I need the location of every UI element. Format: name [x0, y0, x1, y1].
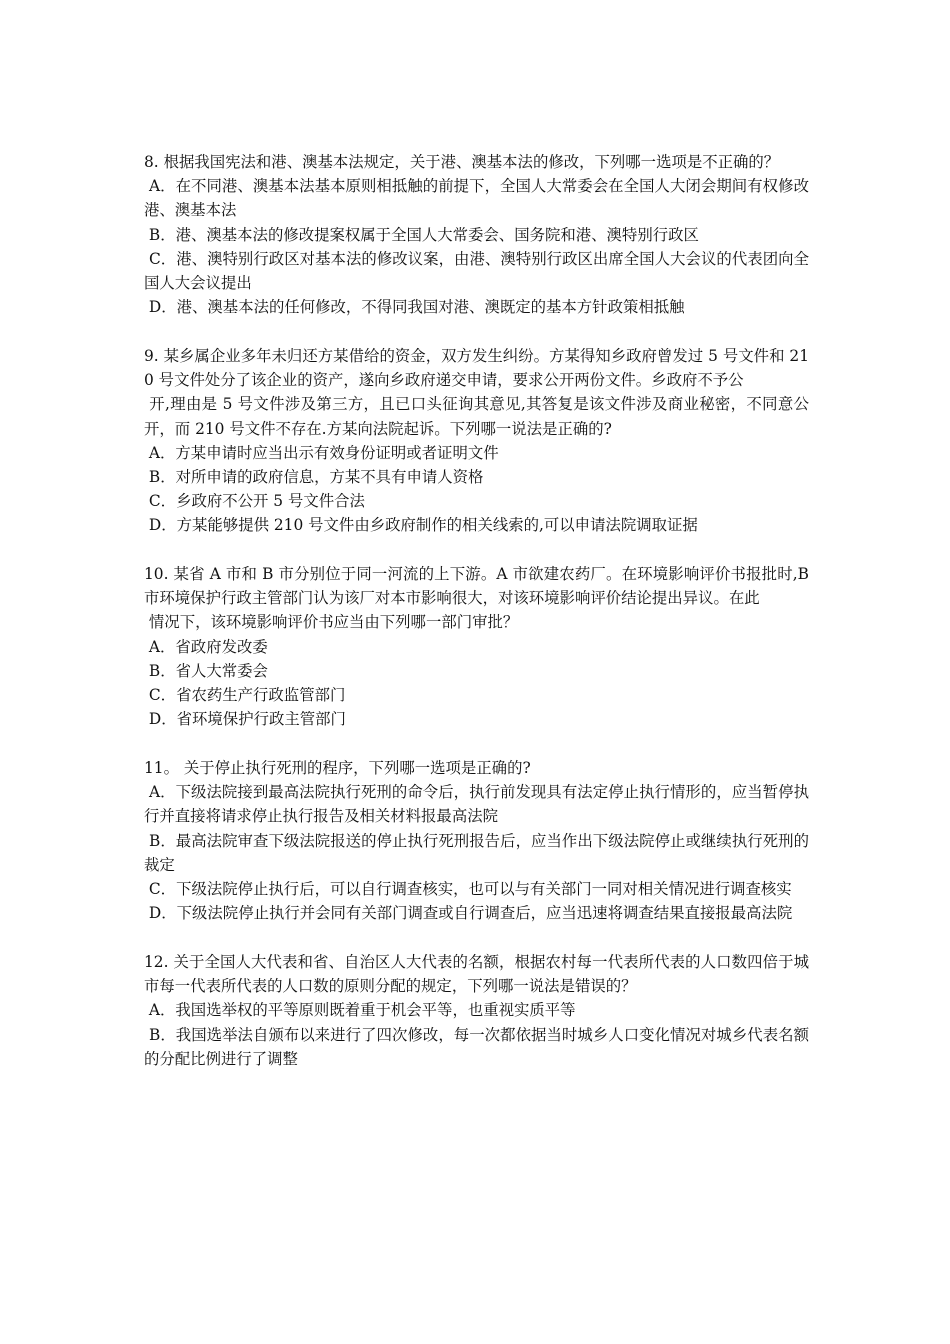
- option-c: C．港、澳特别行政区对基本法的修改议案，由港、澳特别行政区出席全国人大会议的代表团向全国人大会议提出: [144, 249, 809, 293]
- question-12: [144, 950, 809, 1071]
- option-a: A．我国选举权的平等原则既着重于机会平等，也重视实质平等: [144, 1001, 576, 1020]
- question-stem: 8. 根据我国宪法和港、澳基本法规定，关于港、澳基本法的修改，下列哪一选项是不正确的？: [144, 153, 780, 171]
- question-stem: 11。 关于停止执行死刑的程序，下列哪一选项是正确的?: [144, 758, 531, 777]
- question-10: [144, 562, 814, 731]
- question-9: [144, 344, 809, 538]
- option-b: B．最高法院审查下级法院报送的停止执行死刑报告后，应当作出下级法院停止或继续执行死刑的裁定: [144, 831, 809, 874]
- question-stem-continued: 情况下，该环境影响评价书应当由下列哪一部门审批？: [144, 613, 519, 632]
- question-8: [144, 150, 809, 319]
- option-d: D．港、澳基本法的任何修改，不得同我国对港、澳既定的基本方针政策相抵触: [144, 298, 685, 317]
- document-page: [144, 150, 814, 1095]
- option-b: B．对所申请的政府信息，方某不具有申请人资格: [144, 467, 484, 486]
- option-a: A．下级法院接到最高法院执行死刑的命令后，执行前发现具有法定停止执行情形的，应当暂停执行并直接将请求停止执行报告及相关材料报最高法院: [144, 783, 809, 826]
- option-b: B．我国选举法自颁布以来进行了四次修改，每一次都依据当时城乡人口变化情况对城乡代表名额的分配比例进行了调整: [144, 1025, 809, 1068]
- option-d: D．方某能够提供 210 号文件由乡政府制作的相关线索的,可以申请法院调取证据: [144, 516, 698, 535]
- option-c: C．省农药生产行政监管部门: [144, 686, 346, 705]
- option-a: A．方某申请时应当出示有效身份证明或者证明文件: [144, 443, 499, 462]
- question-stem: 10. 某省 A 市和 B 市分别位于同一河流的上下游。A 市欲建农药厂。在环境影响评价书报批时,B 市环境保护行政主管部门认为该厂对本市影响很大，对该环境影响评价结论提出异议。在此: [144, 565, 814, 608]
- option-d: D．省环境保护行政主管部门: [144, 710, 346, 729]
- question-11: [144, 756, 809, 925]
- option-b: B．省人大常委会: [144, 661, 268, 680]
- option-c: C．乡政府不公开 5 号文件合法: [144, 492, 365, 511]
- question-stem-continued: 开,理由是 5 号文件涉及第三方，且已口头征询其意见,其答复是该文件涉及商业秘密，不同意公开，而 210 号文件不存在.方某向法院起诉。下列哪一说法是正确的?: [144, 395, 809, 438]
- question-stem: 9. 某乡属企业多年未归还方某借给的资金，双方发生纠纷。方某得知乡政府曾发过 5 号文件和 210 号文件处分了该企业的资产，遂向乡政府递交申请，要求公开两份文件。乡政府不予公: [144, 346, 809, 390]
- option-d: D．下级法院停止执行并会同有关部门调查或自行调查后，应当迅速将调查结果直接报最高法院: [144, 904, 793, 923]
- option-b: B．港、澳基本法的修改提案权属于全国人大常委会、国务院和港、澳特别行政区: [144, 225, 699, 244]
- option-a: A．在不同港、澳基本法基本原则相抵触的前提下，全国人大常委会在全国人大闭会期间有权修改港、澳基本法: [144, 177, 809, 220]
- option-a: A．省政府发改委: [144, 637, 268, 656]
- question-stem: 12. 关于全国人大代表和省、自治区人大代表的名额，根据农村每一代表所代表的人口数四倍于城市每一代表所代表的人口数的原则分配的规定，下列哪一说法是错误的？: [144, 952, 809, 996]
- option-c: C．下级法院停止执行后，可以自行调查核实，也可以与有关部门一同对相关情况进行调查核实: [144, 879, 792, 898]
